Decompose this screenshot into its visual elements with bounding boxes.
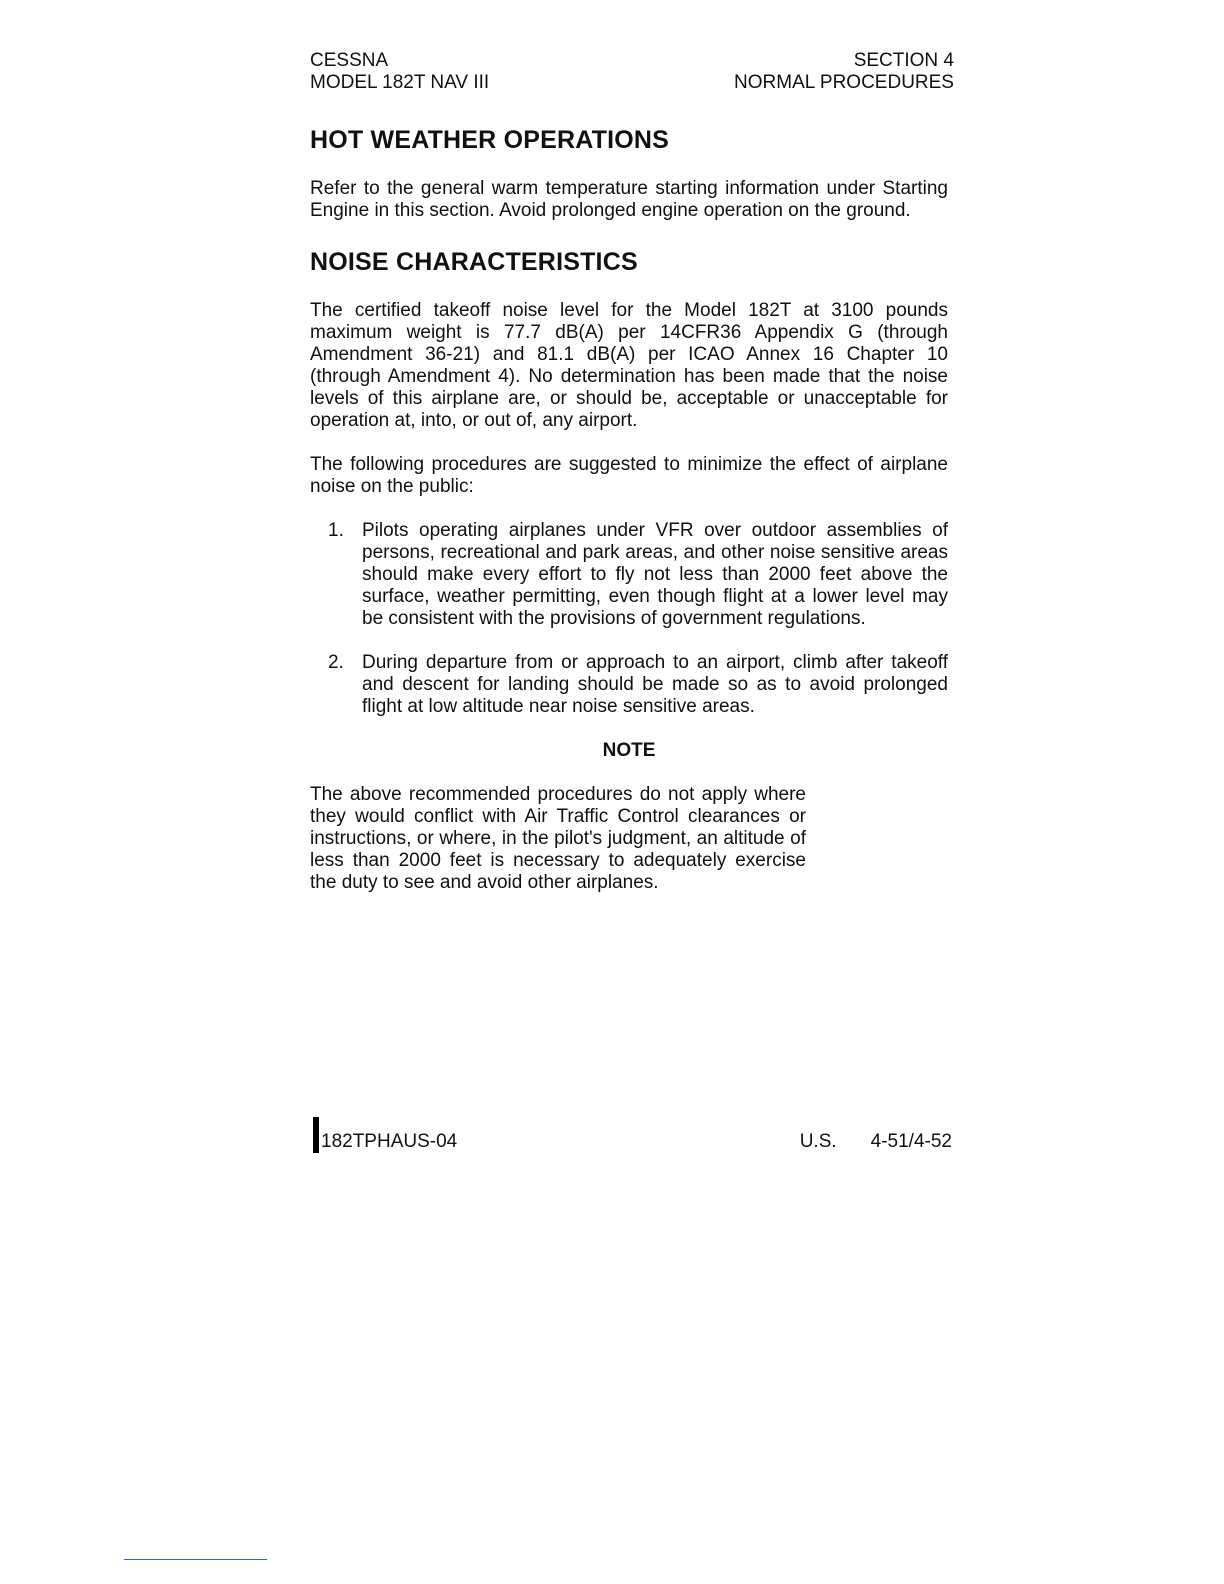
section-number: SECTION 4 bbox=[853, 50, 954, 71]
footer-region: U.S. bbox=[799, 1131, 837, 1152]
list-item-number: 2. bbox=[328, 652, 344, 673]
note-text: The above recommended procedures do not apply where they would conflict with Air Traffic Control clearances or instructions, or where, in the pilot's judgment, an altitude of less than 2000 feet is necessary to adequately exercise the duty to see and avoid other airplanes. bbox=[310, 784, 806, 893]
page-number: 4-51/4-52 bbox=[870, 1131, 952, 1152]
list-item bbox=[310, 520, 948, 630]
header-right bbox=[734, 50, 954, 94]
section-title: NORMAL PROCEDURES bbox=[734, 72, 954, 93]
page-content bbox=[310, 124, 948, 894]
noise-procedures-list bbox=[310, 520, 948, 718]
document-code: 182TPHAUS-04 bbox=[321, 1131, 458, 1152]
noise-characteristics-heading: NOISE CHARACTERISTICS bbox=[310, 248, 638, 276]
footer-right bbox=[800, 1131, 952, 1153]
note-heading: NOTE bbox=[602, 740, 656, 761]
list-item-text: During departure from or approach to an airport, climb after takeoff and descent for landing should be made so as to avoid prolonged flight at low altitude near noise sensitive areas. bbox=[362, 652, 948, 717]
list-item-number: 1. bbox=[328, 520, 344, 541]
procedures-intro-paragraph: The following procedures are suggested to minimize the effect of airplane noise on the public: bbox=[310, 454, 948, 497]
bottom-divider bbox=[124, 1559, 267, 1560]
manufacturer-name: CESSNA bbox=[310, 50, 389, 71]
model-name: MODEL 182T NAV III bbox=[310, 72, 490, 93]
revision-bar bbox=[313, 1117, 319, 1153]
noise-level-paragraph: The certified takeoff noise level for the Model 182T at 3100 pounds maximum weight is 77.7 dB(A) per 14CFR36 Appendix G (through Amendment 36-21) and 81.1 dB(A) per ICAO Annex 16 Chapter 10 (through Amendment 4). No determination has been made that the noise levels of this airplane are, or should be, acceptable or unacceptable for operation at, into, or out of, any airport. bbox=[310, 300, 948, 431]
list-item-text: Pilots operating airplanes under VFR over outdoor assemblies of persons, recreational and park areas, and other noise sensitive areas should make every effort to fly not less than 2000 feet above the surface, weather permitting, even though flight at a lower level may be consistent with the provisions of government regulations. bbox=[362, 520, 948, 629]
header-left bbox=[310, 50, 489, 94]
hot-weather-paragraph: Refer to the general warm temperature starting information under Starting Engine in this section. Avoid prolonged engine operation on the ground. bbox=[310, 178, 948, 221]
hot-weather-heading: HOT WEATHER OPERATIONS bbox=[310, 126, 670, 154]
list-item bbox=[310, 652, 948, 718]
